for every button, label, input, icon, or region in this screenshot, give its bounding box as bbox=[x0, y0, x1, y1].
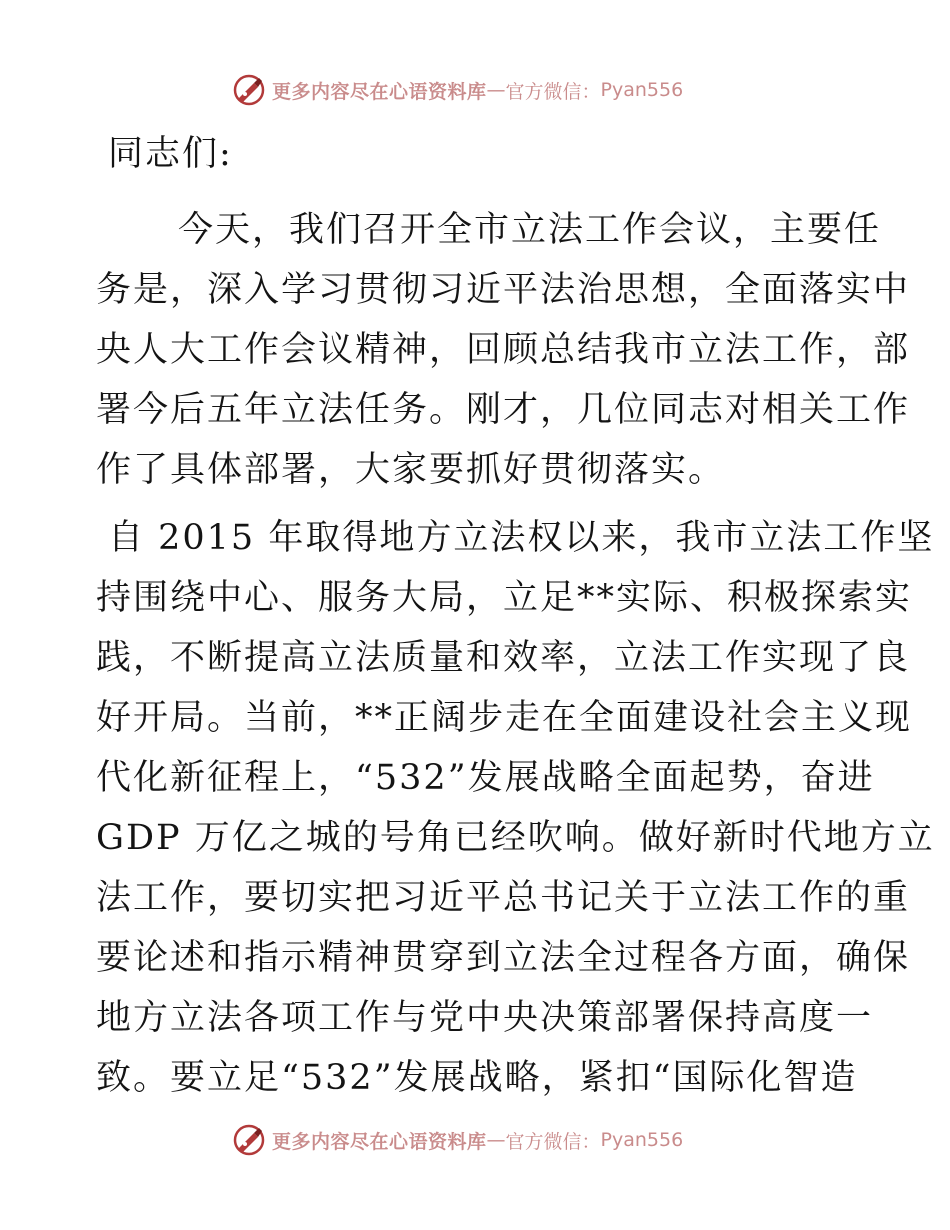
paragraph-line: 署今后五年立法任务。刚才，几位同志对相关工作 bbox=[96, 390, 911, 430]
paragraph-line: 好开局。当前，**正阔步走在全面建设社会主义现 bbox=[96, 698, 913, 738]
paragraph-line: 要论述和指示精神贯穿到立法全过程各方面，确保 bbox=[96, 938, 911, 978]
salutation: 同志们: bbox=[108, 134, 233, 174]
paragraph-1 bbox=[96, 200, 911, 500]
watermark-main-text: 更多内容尽在心语资料库 bbox=[272, 1130, 487, 1153]
paragraph-line: 地方立法各项工作与党中央决策部署保持高度一 bbox=[96, 998, 874, 1038]
paragraph-line: 务是，深入学习贯彻习近平法治思想，全面落实中 bbox=[96, 270, 911, 310]
paragraph-line: 央人大工作会议精神，回顾总结我市立法工作，部 bbox=[96, 330, 911, 370]
paragraph-line: 代化新征程上，“532”发展战略全面起势，奋进 bbox=[96, 758, 875, 798]
watermark-wechat-label: 官方微信： bbox=[505, 1130, 601, 1153]
paragraph-line: 作了具体部署，大家要抓好贯彻落实。 bbox=[96, 450, 726, 490]
watermark-wechat-id: Pyan556 bbox=[600, 79, 684, 101]
fountain-pen-icon bbox=[232, 1123, 266, 1157]
watermark-wechat-id: Pyan556 bbox=[600, 1129, 684, 1151]
watermark-separator: — bbox=[486, 1129, 506, 1151]
footer-watermark bbox=[232, 1120, 683, 1160]
paragraph-line: 法工作，要切实把习近平总书记关于立法工作的重 bbox=[96, 878, 911, 918]
watermark-main-text: 更多内容尽在心语资料库 bbox=[272, 80, 487, 103]
paragraph-line: 致。要立足“532”发展战略，紧扣“国际化智造 bbox=[96, 1058, 858, 1098]
paragraph-line: GDP 万亿之城的号角已经吹响。做好新时代地方立 bbox=[96, 818, 935, 858]
watermark-wechat-label: 官方微信： bbox=[505, 80, 601, 103]
watermark-separator: — bbox=[486, 79, 506, 101]
paragraph-line: 自 2015 年取得地方立法权以来，我市立法工作坚 bbox=[108, 518, 935, 558]
document-body bbox=[96, 124, 935, 1108]
paragraph-2 bbox=[96, 508, 935, 1108]
fountain-pen-icon bbox=[232, 73, 266, 107]
header-watermark bbox=[232, 70, 683, 110]
paragraph-line: 践，不断提高立法质量和效率，立法工作实现了良 bbox=[96, 638, 911, 678]
paragraph-line: 持围绕中心、服务大局，立足**实际、积极探索实 bbox=[96, 578, 913, 618]
paragraph-line: 今天，我们召开全市立法工作会议，主要任 bbox=[178, 210, 882, 250]
